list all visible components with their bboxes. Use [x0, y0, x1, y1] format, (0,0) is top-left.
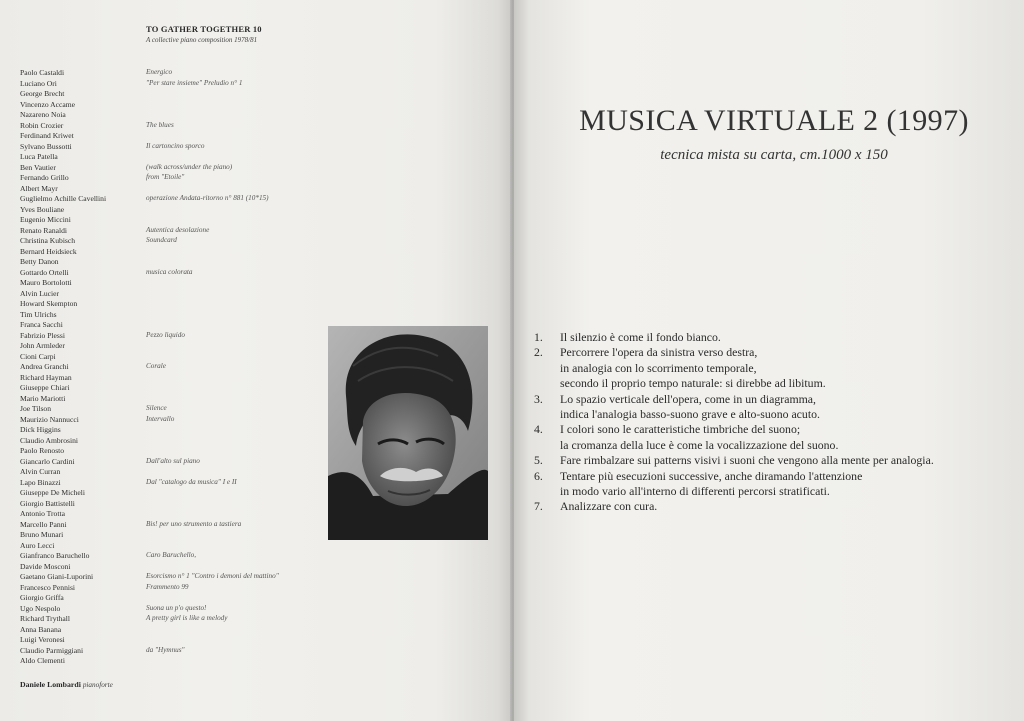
- instruction-text: [560, 499, 657, 514]
- instruction-line: Fare rimbalzare sui patterns visivi i suoni che vengono alla mente per analogia.: [560, 453, 934, 468]
- composer-name: Aldo Clementi: [20, 656, 65, 665]
- composer-entry: [20, 634, 500, 645]
- composer-name: Franca Sacchi: [20, 320, 63, 329]
- artwork-technique: tecnica mista su carta, cm.1000 x 150: [660, 147, 888, 163]
- composer-name: Paolo Renosto: [20, 446, 65, 455]
- composer-entry: [20, 109, 500, 120]
- composer-entry: [20, 172, 500, 183]
- composer-entry: [20, 540, 500, 551]
- composer-name: Eugenio Miccini: [20, 215, 71, 224]
- composer-name: George Brecht: [20, 89, 65, 98]
- composer-entry: [20, 130, 500, 141]
- composer-entry: [20, 645, 500, 656]
- composer-name: Sylvano Bussotti: [20, 141, 72, 151]
- program-subtitle: A collective piano composition 1978/81: [146, 36, 258, 44]
- instruction-text: [560, 392, 820, 423]
- work-title: (walk across/under the piano): [146, 162, 233, 171]
- composer-entry: [20, 88, 500, 99]
- work-title: Esorcismo n° 1 "Contro i demoni del mattino": [146, 572, 279, 580]
- composer-entry: [20, 592, 500, 603]
- work-title: Corale: [146, 362, 166, 370]
- composer-name: Giorgio Battistelli: [20, 498, 75, 508]
- composer-name: Giuseppe De Micheli: [20, 488, 85, 497]
- composer-name: Andrea Granchi: [20, 362, 69, 371]
- composer-entry: [20, 309, 500, 320]
- composer-entry: [20, 256, 500, 267]
- instruction-text: [560, 453, 934, 468]
- composer-name: Alvin Curran: [20, 467, 61, 476]
- composer-name: Howard Skempton: [20, 299, 78, 308]
- composer-name: Francesco Pennisi: [20, 582, 76, 592]
- composer-name: Dick Higgins: [20, 425, 61, 434]
- composer-name: Davide Mosconi: [20, 561, 71, 571]
- composer-name: Anna Banana: [20, 624, 62, 634]
- instruction-number: 3.: [534, 391, 543, 406]
- work-title: Frammento 99: [146, 582, 189, 591]
- work-title: Soundcard: [146, 236, 177, 244]
- work-title: Caro Baruchello,: [146, 551, 197, 559]
- composer-name: Vincenzo Accame: [20, 99, 75, 109]
- composer-name: Bruno Munari: [20, 530, 64, 539]
- composer-entry: [20, 277, 500, 288]
- instruction-text: [560, 469, 862, 500]
- instruction-line: Percorrere l'opera da sinistra verso destra,: [560, 345, 758, 360]
- instruction-number: 7.: [534, 499, 543, 514]
- composer-entry: [20, 235, 500, 246]
- composer-entry: [20, 120, 500, 131]
- composer-name: Auro Lecci: [20, 540, 55, 550]
- composer-name: Richard Hayman: [20, 372, 72, 382]
- composer-name: Luigi Veronesi: [20, 635, 65, 644]
- work-title: musica colorata: [146, 267, 193, 276]
- instruction-line: Tentare più esecuzioni successive, anche diramando l'attenzione: [560, 468, 863, 483]
- instruction-line: la cromanza della luce è come la vocalizzazione del suono.: [560, 437, 839, 452]
- composer-name: Guglielmo Achille Cavellini: [20, 194, 107, 203]
- instruction-line: I colori sono le caratteristiche timbriche del suono;: [560, 422, 801, 437]
- instruction-line: secondo il proprio tempo naturale: si direbbe ad libitum.: [560, 376, 826, 391]
- composer-entry: [20, 183, 500, 194]
- instruction-number: 5.: [534, 453, 543, 468]
- work-title: The blues: [146, 120, 174, 129]
- instruction-line: in modo vario all'interno di differenti percorsi stratificati.: [560, 484, 830, 498]
- composer-entry: [20, 561, 500, 572]
- composer-entry: [20, 582, 500, 593]
- composer-entry: [20, 78, 500, 89]
- composer-name: Ben Vautier: [20, 162, 56, 172]
- composer-name: Joe Tilson: [20, 404, 52, 413]
- composer-name: Claudio Ambrosini: [20, 435, 79, 445]
- composer-name: Mauro Bortolotti: [20, 278, 72, 287]
- composer-entry: [20, 225, 500, 236]
- composer-name: Maurizio Nannucci: [20, 414, 79, 424]
- portrait-photo: [328, 326, 488, 540]
- composer-name: Cioni Carpi: [20, 351, 56, 361]
- composer-entry: [20, 246, 500, 257]
- composer-name: Antonio Trotta: [20, 509, 65, 518]
- composer-name: Betty Danon: [20, 257, 59, 266]
- work-title: Dall'alto sul piano: [146, 456, 200, 465]
- composer-name: Robin Crozier: [20, 120, 64, 130]
- composer-name: Renato Ranaldi: [20, 225, 68, 235]
- artwork-title: MUSICA VIRTUALE 2 (1997): [579, 104, 969, 137]
- performer-name: Daniele Lombardi: [20, 680, 81, 689]
- composer-entry: [20, 571, 500, 582]
- instruction-text: [560, 345, 826, 391]
- composer-name: Ferdinand Kriwet: [20, 131, 74, 140]
- composer-entry: [20, 603, 500, 614]
- composer-name: Paolo Castaldi: [20, 68, 65, 77]
- composer-name: Albert Mayr: [20, 183, 58, 193]
- composer-name: Bernard Heidsieck: [20, 246, 77, 256]
- composer-entry: [20, 193, 500, 204]
- work-title: da "Hymnus": [146, 645, 185, 654]
- composer-entry: [20, 151, 500, 162]
- composer-name: Gottardo Ortelli: [20, 267, 69, 277]
- composer-name: John Armleder: [20, 341, 65, 350]
- work-title: Silence: [146, 404, 167, 412]
- composer-name: Christina Kubisch: [20, 236, 76, 245]
- instruction-number: 4.: [534, 422, 543, 437]
- instruction-number: 1.: [534, 330, 543, 344]
- composer-entry: [20, 99, 500, 110]
- work-title: Energico: [146, 68, 173, 76]
- composer-name: Alvin Lucier: [20, 288, 60, 298]
- composer-name: Marcello Panni: [20, 519, 67, 529]
- work-title: Dal "catalogo da musica" I e II: [146, 477, 237, 486]
- composer-name: Giorgio Griffa: [20, 593, 64, 602]
- instruction-line: in analogia con lo scorrimento temporale,: [560, 360, 757, 375]
- composer-entry: [20, 288, 500, 299]
- work-title: Bis! per uno strumento a tastiera: [146, 519, 242, 528]
- composer-name: Lapo Binazzi: [20, 477, 61, 487]
- composer-entry: [20, 655, 500, 666]
- instruction-line: Il silenzio è come il fondo bianco.: [560, 330, 721, 344]
- work-title: Pezzo liquido: [146, 330, 185, 339]
- program-title: TO GATHER TOGETHER 10: [146, 24, 262, 34]
- composer-name: Richard Trythall: [20, 614, 70, 623]
- work-title: Il cartoncino sporco: [146, 141, 205, 150]
- composer-entry: [20, 267, 500, 278]
- work-title: from "Etoile": [146, 173, 185, 181]
- work-title: "Per stare insieme" Preludio n° 1: [146, 78, 243, 87]
- work-title: operazione Andata-ritorno n° 881 (10*15): [146, 194, 269, 202]
- instruction-number: 2.: [534, 345, 543, 360]
- composer-name: Yves Bouliane: [20, 204, 65, 214]
- composer-name: Nazareno Noia: [20, 110, 66, 119]
- performer-instrument: pianoforte: [82, 681, 113, 689]
- composer-name: Fabrizio Plessi: [20, 330, 65, 340]
- composer-entry: [20, 624, 500, 635]
- composer-entry: [20, 214, 500, 225]
- work-title: Intervallo: [146, 414, 175, 423]
- composer-name: Luciano Ori: [20, 78, 57, 88]
- composer-entry: [20, 613, 500, 624]
- composer-entry: [20, 162, 500, 173]
- work-title: A pretty girl is like a melody: [146, 614, 228, 622]
- composer-name: Fernando Grillo: [20, 173, 69, 182]
- composer-name: Gaetano Giani-Luporini: [20, 572, 94, 581]
- composer-entry: [20, 204, 500, 215]
- composer-name: Giancarlo Cardini: [20, 456, 75, 466]
- composer-entry: [20, 141, 500, 152]
- work-title: Suona un p'o questo!: [146, 603, 207, 612]
- work-title: Autentica desolazione: [146, 225, 210, 234]
- composer-name: Ugo Nespolo: [20, 603, 61, 613]
- instruction-number: 6.: [534, 468, 543, 483]
- composer-name: Giuseppe Chiari: [20, 383, 70, 392]
- composer-name: Gianfranco Baruchello: [20, 551, 90, 560]
- performer-credit: [20, 680, 113, 689]
- instruction-line: Analizzare con cura.: [560, 499, 658, 514]
- composer-name: Claudio Parmiggiani: [20, 645, 84, 655]
- composer-name: Mario Mariotti: [20, 393, 66, 403]
- composer-name: Luca Patella: [20, 152, 58, 161]
- composer-entry: [20, 298, 500, 309]
- instruction-text: [560, 330, 721, 345]
- instruction-line: Lo spazio verticale dell'opera, come in un diagramma,: [560, 391, 816, 406]
- composer-entry: [20, 550, 500, 561]
- composer-name: Tim Ulrichs: [20, 309, 57, 319]
- instruction-text: [560, 422, 838, 453]
- composer-entry: [20, 67, 500, 78]
- instruction-line: indica l'analogia basso-suono grave e alto-suono acuto.: [560, 407, 820, 421]
- right-page: [514, 0, 1024, 721]
